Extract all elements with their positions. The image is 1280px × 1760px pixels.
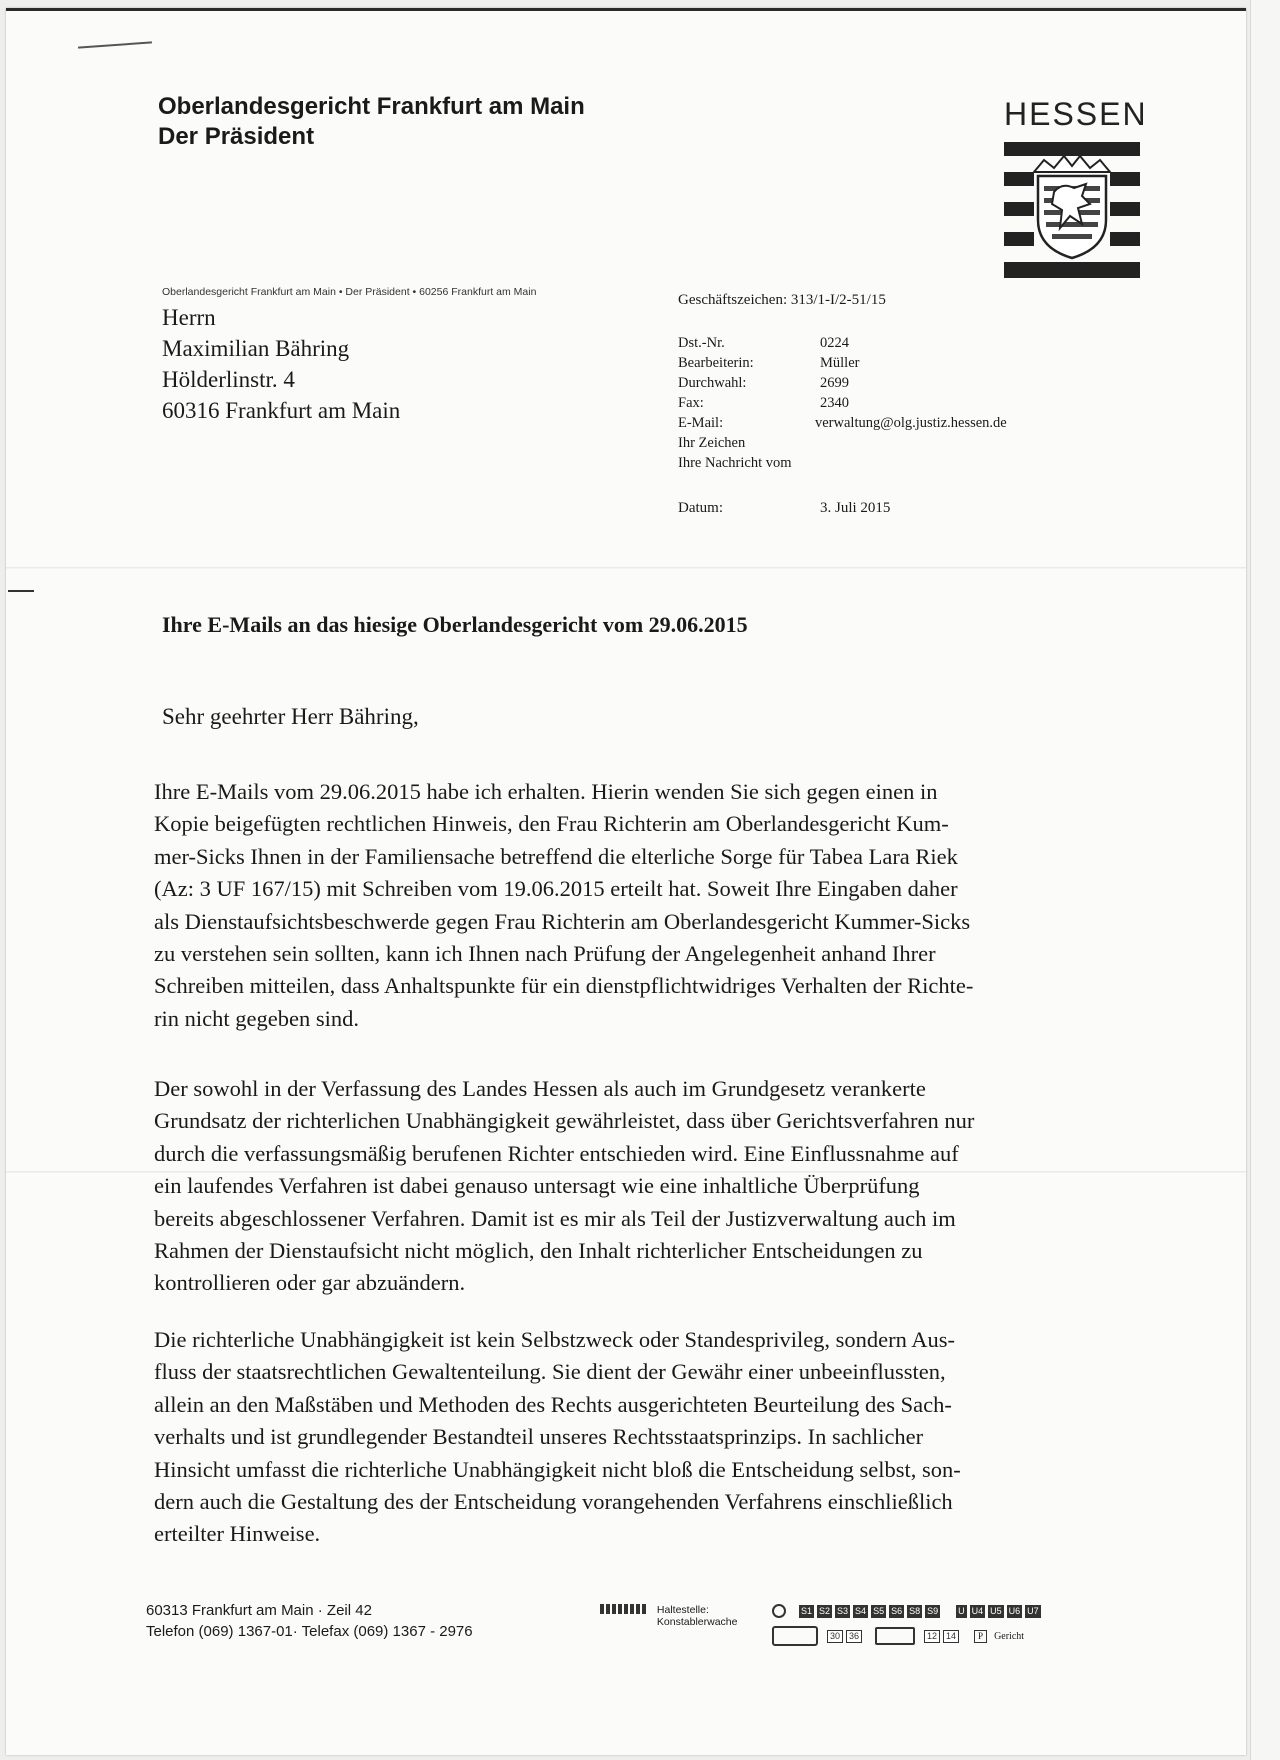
contact-details [678,333,1007,473]
rail-lines-row: S1 S2 S3 S4 S5 S6 S8 S9 U U4 U5 U6 U7 [772,1604,1041,1618]
recipient-name: Maximilian Bähring [162,336,350,361]
bus-icon [772,1626,818,1646]
metro-circle-icon [772,1604,786,1618]
letter-date [678,500,890,517]
scanner-edge [1250,0,1280,1760]
meta-row: Fax: 2340 [678,395,849,411]
state-wordmark: HESSEN [1004,96,1148,132]
recipient-salutation-line: Herrn [162,305,216,330]
footer-street: 60313 Frankfurt am Main · Zeil 42 [146,1602,372,1619]
paragraph-3: Die richterliche Unabhängigkeit ist kein Selbstzweck oder Standesprivileg, sondern Aus- fluss der staatsrechtlichen Gewaltenteilung. Sie dient der Gewähr einer unbeeinflussten, allein an den Maßstäben und Methoden des Rechts ausgerichteten Beurteilung des Sach- verhalts und ist grundlegender Bestandteil unseres Rechtsstaatsprinzips. In sachlicher Hinsicht umfasst die richterliche Unabhängigkeit nicht bloß die Entscheidung selbst, son- dern auch die Gestaltung des der Entscheidung vorangehenden Verfahrens einschließlich erteilter Hinweise. [154,1327,961,1547]
recipient-city: 60316 Frankfurt am Main [162,398,401,423]
reference-number: Geschäftszeichen: 313/1-I/2-51/15 [678,292,886,308]
transit-stop [600,1604,737,1628]
tram-icon [875,1627,915,1645]
transit-lines [772,1604,1041,1654]
footer-address [146,1600,473,1642]
letterhead [158,92,585,152]
sender-return-line: Oberlandesgericht Frankfurt am Main • Der Präsident • 60256 Frankfurt am Main [162,286,537,298]
transit-logo-icon [600,1604,648,1614]
meta-row: Durchwahl: 2699 [678,375,849,391]
parking-label: Gericht [994,1630,1025,1642]
court-office: Der Präsident [158,123,315,150]
salutation: Sehr geehrter Herr Bähring, [162,704,419,729]
meta-row: Ihr Zeichen [678,435,746,451]
parking-icon: P [974,1630,987,1643]
court-name: Oberlandesgericht Frankfurt am Main [158,93,585,120]
paragraph-1: Ihre E-Mails vom 29.06.2015 habe ich erhalten. Hierin wenden Sie sich gegen einen in Kopie beigefügten rechtlichen Hinweis, den Frau Richterin am Oberlandesgericht Kum- mer-Sicks Ihnen in der Familiensache betreffend die elterliche Sorge für Tabea Lara Riek (Az: 3 UF 167/15) mit Schreiben vom 19.06.2015 erteilt hat. Soweit Ihre Eingaben daher als Dienstaufsichtsbeschwerde gegen Frau Richterin am Oberlandesgericht Kummer-Sicks zu verstehen sein sollten, kann ich Ihnen nach Prüfung der Angelegenheit anhand Ihrer Schreiben mitteilen, dass Anhaltspunkte für ein dienstpflichtwidriges Verhalten der Richte- rin nicht gegeben sind. [154,779,974,1031]
stop-label: Haltestelle: [656,1604,709,1616]
date-label: Datum: [678,500,723,516]
meta-row: Bearbeiterin: Müller [678,355,860,371]
paragraph-2: Der sowohl in der Verfassung des Landes Hessen als auch im Grundgesetz verankerte Grundsatz der richterlichen Unabhängigkeit gewährleistet, dass über Gerichtsverfahren nur durch die verfassungsmäßig berufenen Richter entschieden wird. Eine Einflussnahme auf ein laufendes Verfahren ist dabei genauso untersagt wie eine inhaltliche Überprüfung bereits abgeschlossener Verfahren. Damit ist es mir als Teil der Justizverwaltung auch im Rahmen der Dienstaufsicht nicht möglich, den Inhalt richterlicher Entscheidungen zu kontrollieren oder gar abzuändern. [154,1076,975,1296]
footer-phone: Telefon (069) 1367-01· Telefax (069) 1367 - 2976 [146,1623,473,1640]
fold-mark [8,590,34,592]
subject-line: Ihre E-Mails an das hiesige Oberlandesgericht vom 29.06.2015 [162,612,748,637]
stop-name: Konstablerwache [656,1616,738,1628]
email-address: verwaltung@olg.justiz.hessen.de [815,415,1007,431]
bus-tram-row: 30 36 12 14 P Gericht [772,1626,1041,1646]
meta-row: E-Mail: verwaltung@olg.justiz.hessen.de [678,415,1007,431]
recipient-address [162,302,400,426]
meta-row: Dst.-Nr. 0224 [678,335,849,351]
hessen-crest-icon [1004,142,1140,278]
recipient-street: Hölderlinstr. 4 [162,367,295,392]
meta-row: Ihre Nachricht vom [678,455,792,471]
fold-line [6,567,1246,569]
date-value: 3. Juli 2015 [820,500,891,516]
